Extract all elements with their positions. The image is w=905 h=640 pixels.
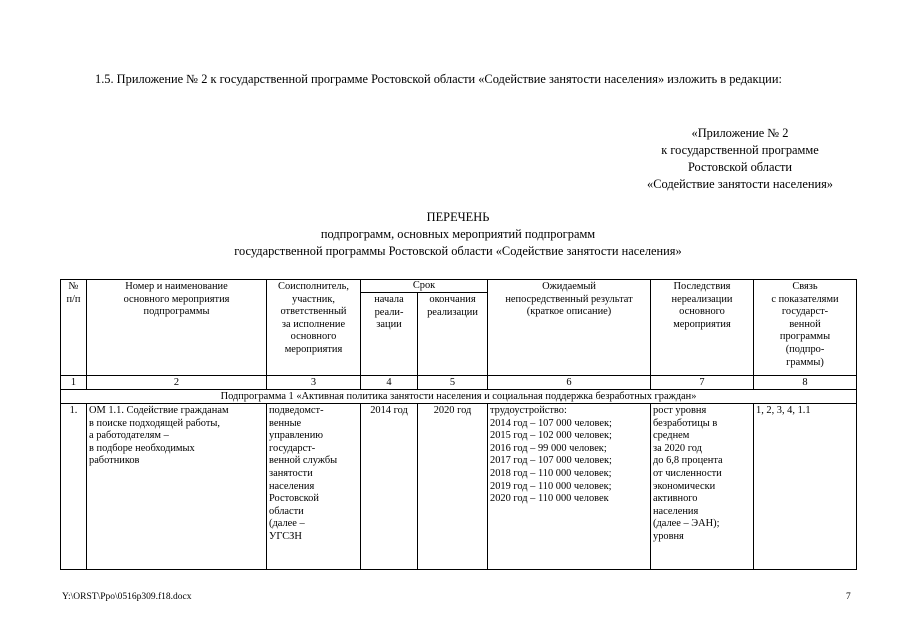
header-result: Ожидаемый непосредственный результат (краткое описание) bbox=[488, 280, 651, 376]
subprogram-row bbox=[61, 390, 857, 404]
header-start: начала реали- зации bbox=[361, 293, 418, 376]
annex-line-3: Ростовской области bbox=[687, 160, 793, 174]
row-executor: подведомст- венные управлению государст- венной службы занятости населения Ростовской области (далее – УГСЗН bbox=[267, 404, 361, 570]
annex-line-2: к государственной программе bbox=[661, 143, 819, 157]
table-row bbox=[61, 404, 857, 570]
column-number: 1 bbox=[61, 376, 87, 390]
title-line-3: государственной программы Ростовской области «Содействие занятости населения» bbox=[234, 244, 682, 258]
intro-paragraph: 1.5. Приложение № 2 к государственной программе Ростовской области «Содействие занятости населения» изложить в редакции: bbox=[95, 72, 782, 86]
header-link: Связь с показателями государст- венной программы (подпро- граммы) bbox=[754, 280, 857, 376]
header-executor: Соисполнитель, участник, ответственный за исполнение основного мероприятия bbox=[267, 280, 361, 376]
column-number: 2 bbox=[87, 376, 267, 390]
title-line-2: подпрограмм, основных мероприятий подпрограмм bbox=[320, 227, 596, 241]
column-number: 4 bbox=[361, 376, 418, 390]
annex-line-1: «Приложение № 2 bbox=[691, 126, 789, 140]
row-start: 2014 год bbox=[361, 404, 418, 570]
footer-file-path: Y:\ORST\Ppo\0516p309.f18.docx bbox=[62, 592, 192, 602]
column-number: 8 bbox=[754, 376, 857, 390]
subprogram-title: Подпрограмма 1 «Активная политика занятости населения и социальная поддержка безработных граждан» bbox=[61, 390, 857, 404]
annex-heading bbox=[580, 125, 900, 193]
row-link: 1, 2, 3, 4, 1.1 bbox=[754, 404, 857, 570]
header-num: № п/п bbox=[61, 280, 87, 376]
row-end: 2020 год bbox=[418, 404, 488, 570]
row-consequences: рост уровня безработицы в среднем за 2020 год до 6,8 процента от численности экономически активного населения (далее – ЭАН); уровня bbox=[651, 404, 754, 570]
measures-table bbox=[60, 279, 857, 570]
header-term: Срок bbox=[361, 280, 488, 293]
header-end: окончания реализации bbox=[418, 293, 488, 376]
column-number: 6 bbox=[488, 376, 651, 390]
column-numbers-row bbox=[61, 376, 857, 390]
column-number: 5 bbox=[418, 376, 488, 390]
column-number: 7 bbox=[651, 376, 754, 390]
header-row bbox=[61, 280, 857, 293]
header-consequences: Последствия нереализации основного мероприятия bbox=[651, 280, 754, 376]
footer-page-number: 7 bbox=[846, 592, 851, 602]
document-title bbox=[60, 209, 856, 260]
row-result: трудоустройство: 2014 год – 107 000 человек; 2015 год – 102 000 человек; 2016 год – 99 000 человек; 2017 год – 107 000 человек; 2018 год – 110 000 человек; 2019 год – 110 000 человек; 2020 год – 110 000 человек bbox=[488, 404, 651, 570]
row-name: ОМ 1.1. Содействие гражданам в поиске подходящей работы, а работодателям – в подборе необходимых работников bbox=[87, 404, 267, 570]
row-num: 1. bbox=[61, 404, 87, 570]
header-name: Номер и наименование основного мероприятия подпрограммы bbox=[87, 280, 267, 376]
column-number: 3 bbox=[267, 376, 361, 390]
title-line-1: ПЕРЕЧЕНЬ bbox=[426, 210, 490, 224]
annex-line-4: «Содействие занятости населения» bbox=[647, 177, 833, 191]
